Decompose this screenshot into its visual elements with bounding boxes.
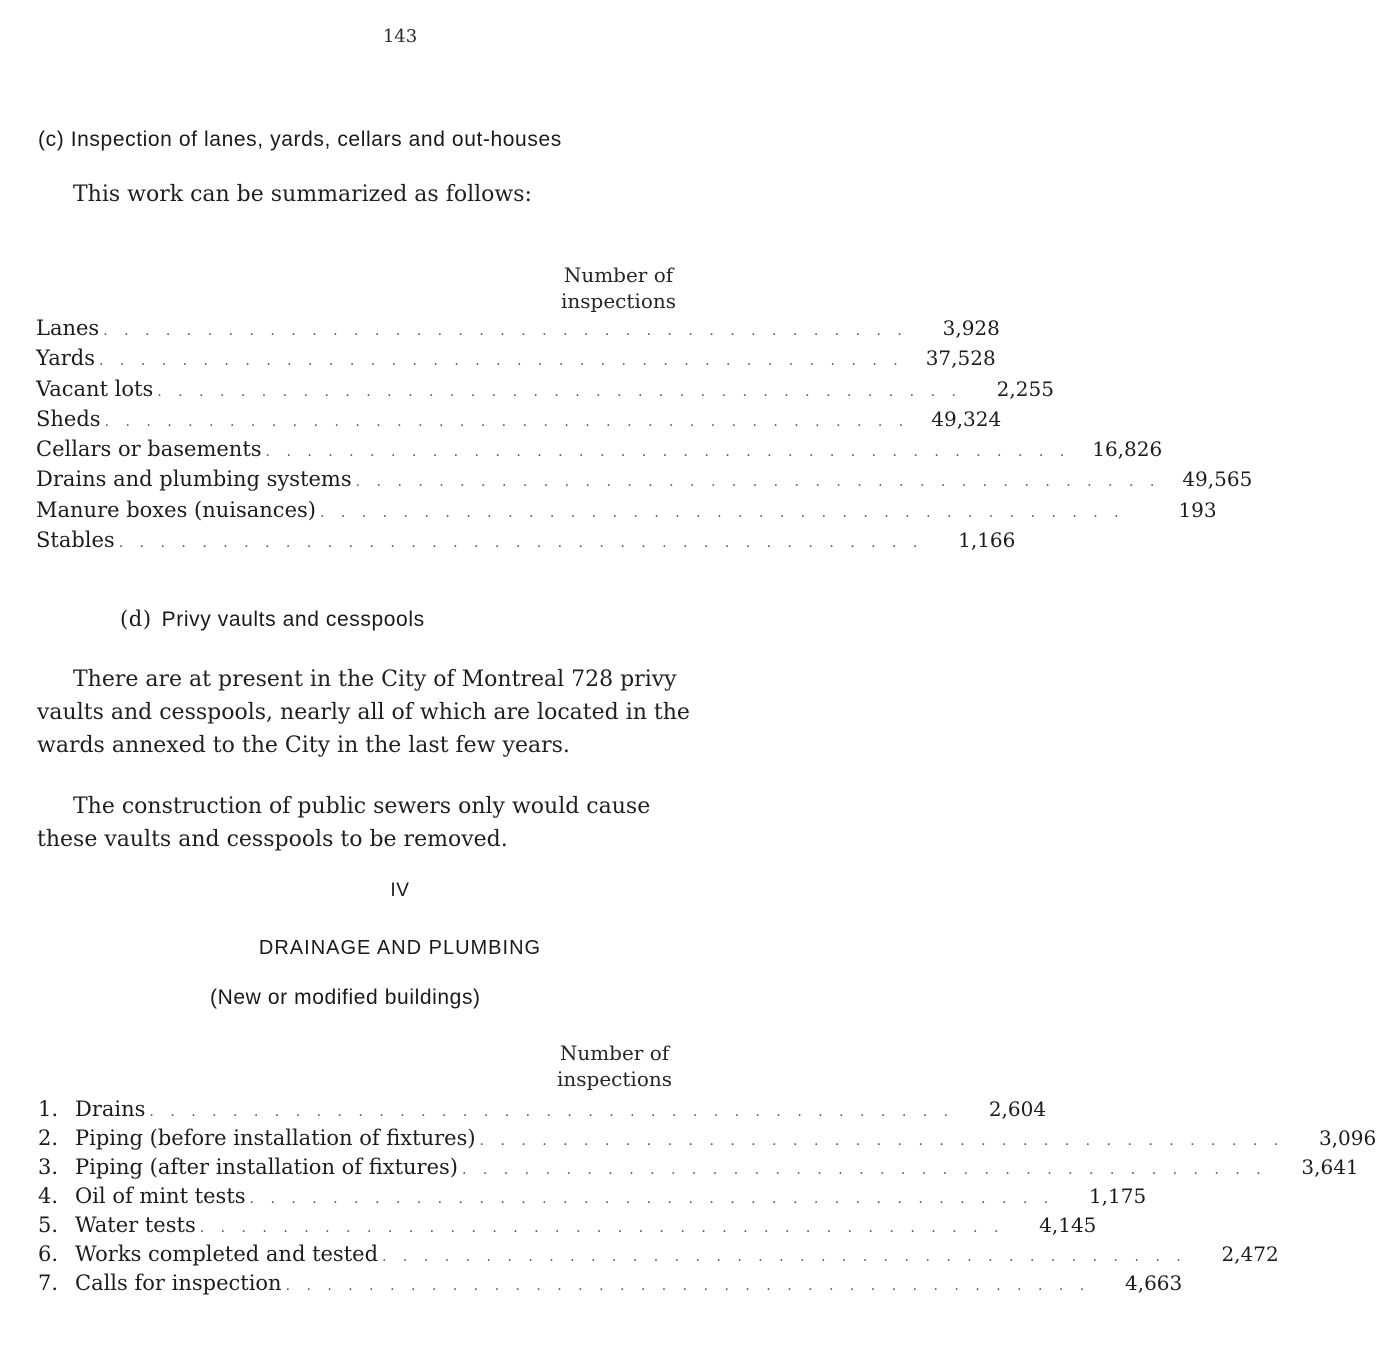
paragraph-line: vaults and cesspools, nearly all of which are located in the	[37, 700, 690, 725]
table-row	[36, 437, 1163, 467]
dot-leader: . . . . . . . . . . . . . . . . . . . . . . . . . . . . . . . . . . . . . . .	[382, 1249, 1187, 1265]
row-label: Piping (after installation of fixtures)	[75, 1155, 458, 1179]
row-value: 2,604	[988, 1097, 1047, 1121]
row-label: Yards	[36, 346, 96, 371]
row-value: 4,145	[1039, 1213, 1097, 1237]
row-value: 49,324	[931, 406, 1002, 431]
row-value: 3,641	[1301, 1155, 1359, 1179]
row-number: 7.	[38, 1271, 59, 1295]
section-iv-subheading: (New or modified buildings)	[210, 986, 481, 1009]
dot-leader: . . . . . . . . . . . . . . . . . . . . . . . . . . . . . . . . . . . . . . .	[157, 383, 962, 400]
section-d-label: (d)	[120, 607, 152, 631]
dot-leader: . . . . . . . . . . . . . . . . . . . . . . . . . . . . . . . . . . . . . . .	[118, 535, 924, 552]
row-label: Cellars or basements	[36, 437, 262, 462]
row-label: Vacant lots	[36, 376, 154, 401]
inspection-table	[36, 316, 1253, 558]
table-row	[36, 376, 1054, 407]
table-row	[38, 1184, 1147, 1213]
row-label: Drains	[75, 1097, 146, 1121]
row-label: Drains and plumbing systems	[36, 467, 352, 492]
row-number: 4.	[38, 1184, 59, 1208]
table-row	[36, 316, 1000, 346]
dot-leader: . . . . . . . . . . . . . . . . . . . . . . . . . . . . . . . . . . . . . . .	[149, 1104, 955, 1120]
section-c-heading: (c) Inspection of lanes, yards, cellars and out-houses	[38, 128, 562, 151]
row-value: 4,663	[1124, 1271, 1183, 1295]
row-number: 6.	[38, 1242, 59, 1266]
dot-leader: . . . . . . . . . . . . . . . . . . . . . . . . . . . . . . . . . . . . . . .	[319, 504, 1125, 521]
row-value: 2,255	[996, 376, 1054, 401]
row-label: Lanes	[36, 316, 100, 340]
dot-leader: . . . . . . . . . . . . . . . . . . . . . . . . . . . . . . . . . . . . . . .	[249, 1191, 1055, 1207]
section-d-title: Privy vaults and cesspools	[161, 608, 425, 631]
paragraph-line: wards annexed to the City in the last few years.	[37, 733, 570, 758]
section-d-heading	[120, 607, 425, 632]
row-value: 49,565	[1182, 467, 1253, 492]
page-number: 143	[382, 26, 418, 47]
table-row	[36, 497, 1217, 528]
dot-leader: . . . . . . . . . . . . . . . . . . . . . . . . . . . . . . . . . . . . . . .	[199, 1220, 1005, 1236]
column-header-line1: Number of	[563, 263, 674, 287]
paragraph-line: There are at present in the City of Montreal 728 privy	[73, 667, 677, 692]
row-value: 37,528	[925, 346, 996, 371]
row-value: 193	[1178, 497, 1217, 522]
dot-leader: . . . . . . . . . . . . . . . . . . . . . . . . . . . . . . . . . . . . . . .	[285, 1278, 1091, 1294]
row-value: 3,096	[1318, 1126, 1376, 1150]
dot-leader: . . . . . . . . . . . . . . . . . . . . . . . . . . . . . . . . . . . . . . .	[461, 1162, 1267, 1178]
row-number: 5.	[38, 1213, 59, 1237]
table-row	[36, 346, 996, 376]
row-label: Calls for inspection	[75, 1271, 282, 1295]
dot-leader: . . . . . . . . . . . . . . . . . . . . . . . . . . . . . . . . . . . . . . .	[479, 1133, 1285, 1149]
row-label: Manure boxes (nuisances)	[36, 497, 316, 522]
dot-leader: . . . . . . . . . . . . . . . . . . . . . . . . . . . . . . . . . . . . . . .	[265, 444, 1071, 461]
row-label: Works completed and tested	[75, 1242, 379, 1266]
row-number: 1.	[38, 1097, 59, 1121]
table-row	[38, 1155, 1359, 1184]
row-value: 16,826	[1092, 437, 1163, 462]
column-header-line2: inspections	[561, 289, 676, 313]
row-value: 1,166	[958, 528, 1016, 553]
paragraph-line: The construction of public sewers only would cause	[73, 794, 651, 819]
table-row	[36, 528, 1016, 558]
row-number: 2.	[38, 1126, 59, 1150]
table-row	[38, 1242, 1279, 1271]
section-c-intro: This work can be summarized as follows:	[73, 182, 532, 207]
column-header-inspections	[557, 1040, 672, 1092]
row-label: Stables	[36, 528, 115, 553]
table-row	[38, 1126, 1376, 1155]
column-header-inspections	[561, 262, 676, 314]
column-header-line2: inspections	[557, 1067, 672, 1091]
row-label: Sheds	[36, 406, 101, 431]
table-row	[36, 406, 1002, 437]
row-value: 2,472	[1221, 1242, 1279, 1266]
row-value: 1,175	[1088, 1184, 1147, 1208]
dot-leader: . . . . . . . . . . . . . . . . . . . . . . . . . . . . . . . . . . . . . . .	[103, 323, 908, 339]
paragraph-line: these vaults and cesspools to be removed.	[37, 827, 508, 852]
dot-leader: . . . . . . . . . . . . . . . . . . . . . . . . . . . . . . . . . . . . . . .	[355, 474, 1161, 491]
drainage-table	[38, 1097, 1376, 1300]
table-row	[38, 1271, 1183, 1300]
dot-leader: . . . . . . . . . . . . . . . . . . . . . . . . . . . . . . . . . . . . . . .	[99, 353, 904, 370]
dot-leader: . . . . . . . . . . . . . . . . . . . . . . . . . . . . . . . . . . . . . . .	[104, 413, 910, 430]
table-row	[38, 1097, 1047, 1126]
row-label: Piping (before installation of fixtures)	[75, 1126, 476, 1150]
section-iv-heading: DRAINAGE AND PLUMBING	[258, 937, 542, 959]
row-label: Water tests	[75, 1213, 196, 1237]
row-number: 3.	[38, 1155, 59, 1179]
table-row	[36, 467, 1253, 497]
row-value: 3,928	[942, 316, 1000, 340]
row-label: Oil of mint tests	[75, 1184, 246, 1208]
column-header-line1: Number of	[559, 1041, 670, 1065]
section-number: IV	[390, 880, 410, 901]
table-row	[38, 1213, 1097, 1242]
